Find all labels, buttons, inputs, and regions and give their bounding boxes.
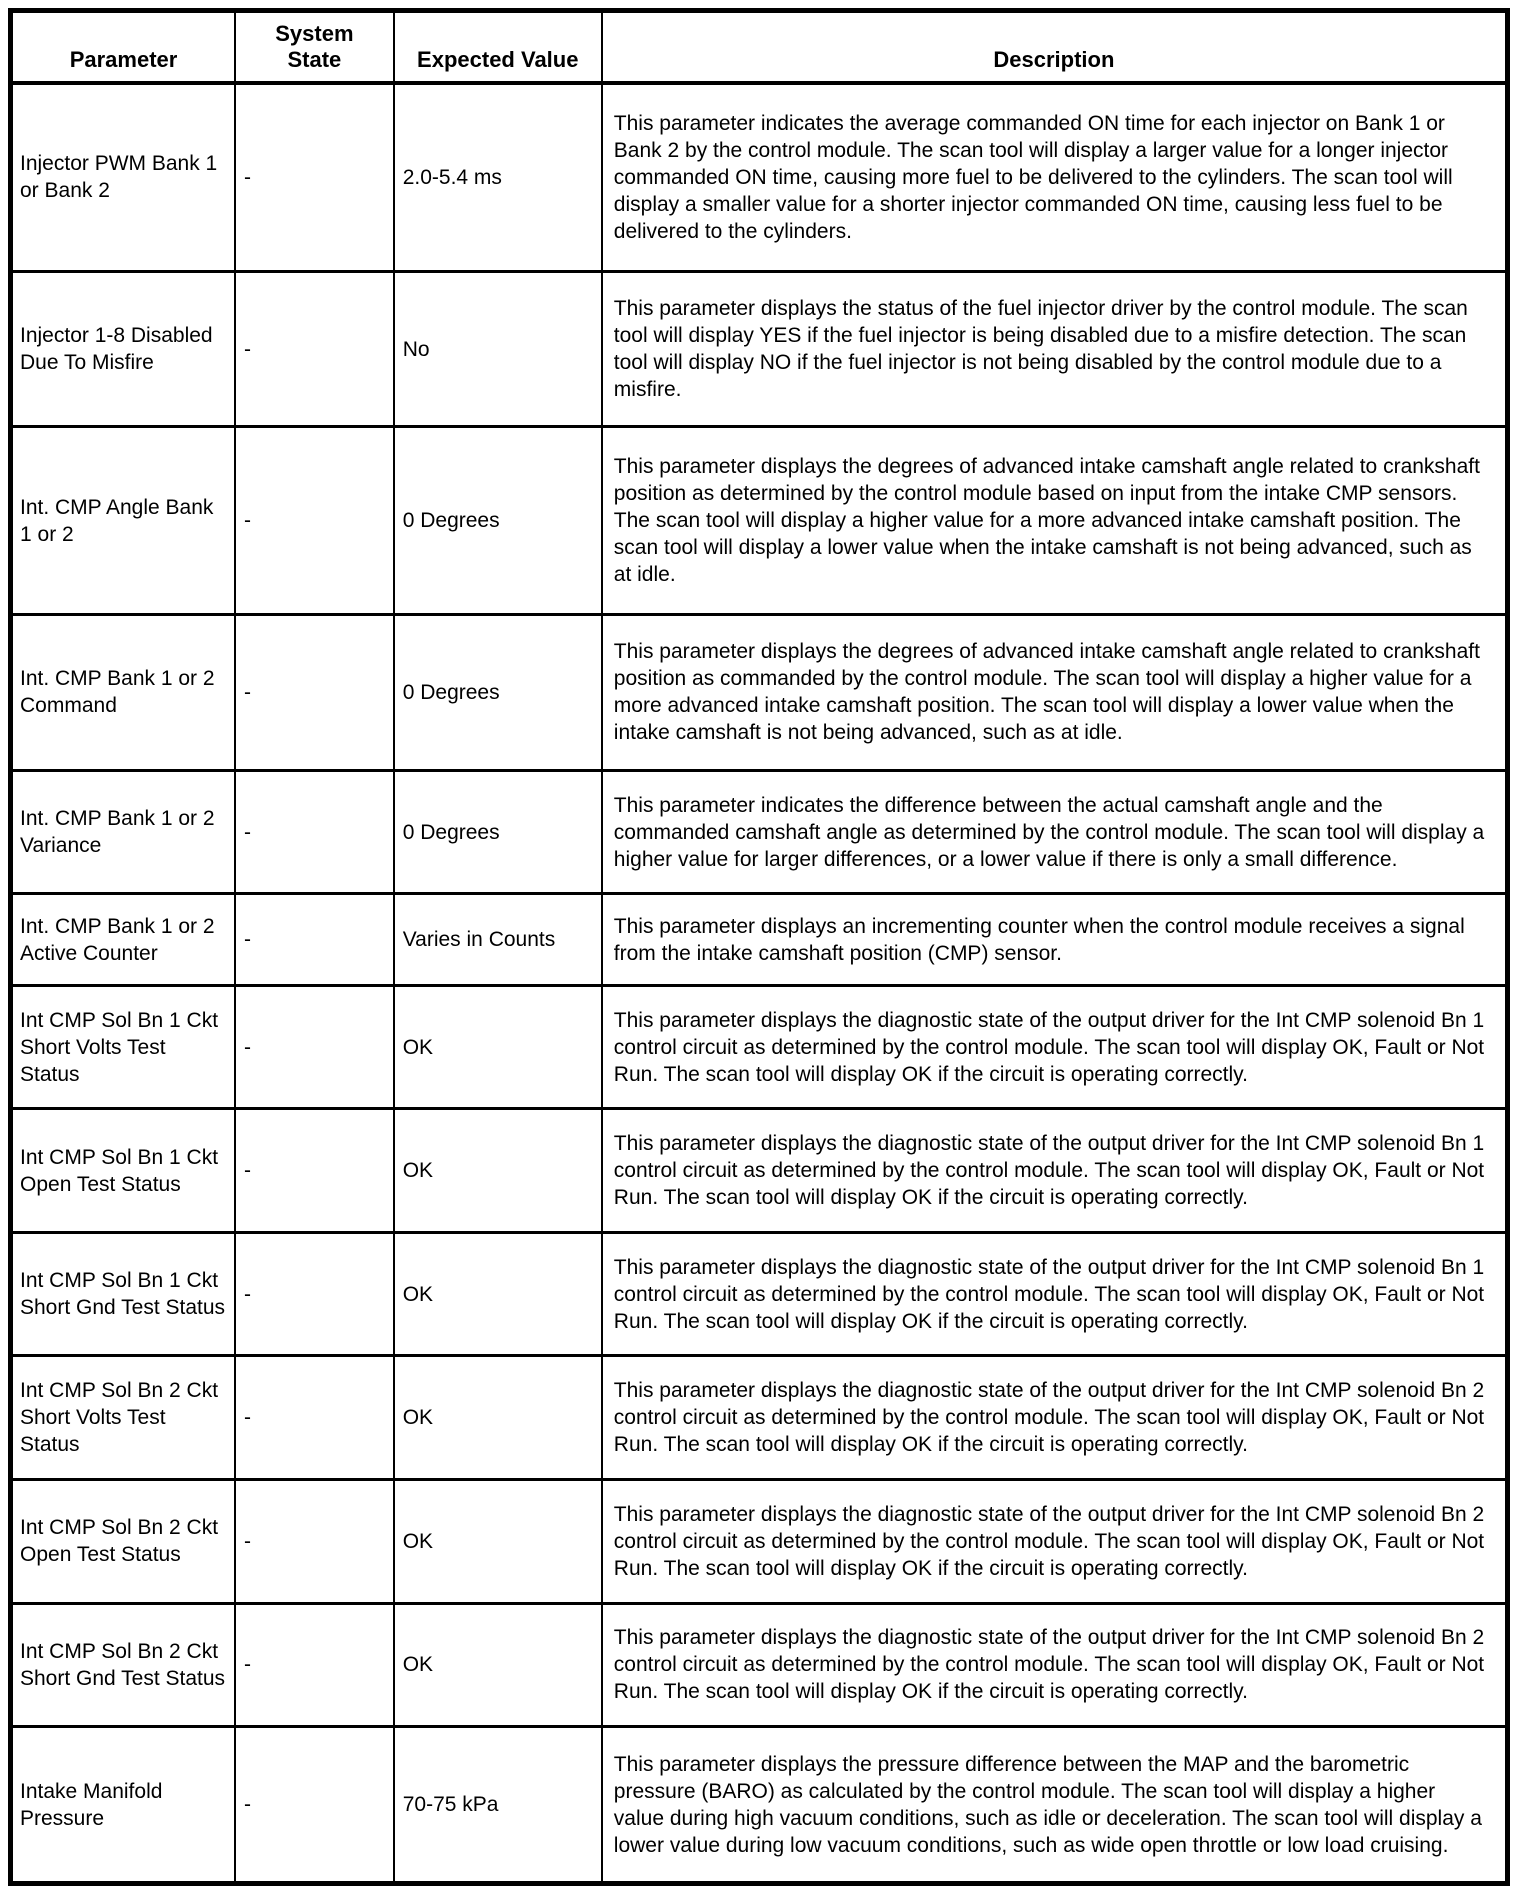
description-cell: This parameter displays the diagnostic state of the output driver for the Int CMP solenoid Bn 1 control circuit as determined by the control module. The scan tool will display OK, Fault or Not Run. The scan tool will display OK if the circuit is operating correctly. bbox=[602, 985, 1508, 1109]
table-row bbox=[11, 271, 1508, 427]
description-cell: This parameter displays the diagnostic state of the output driver for the Int CMP solenoid Bn 1 control circuit as determined by the control module. The scan tool will display OK, Fault or Not Run. The scan tool will display OK if the circuit is operating correctly. bbox=[602, 1109, 1508, 1233]
expected-value-cell: OK bbox=[394, 1232, 602, 1356]
description-cell: This parameter displays the pressure difference between the MAP and the barometric pressure (BARO) as calculated by the control module. The scan tool will display a higher value during high vacuum conditions, such as idle or deceleration. The scan tool will display a lower value during low vacuum conditions, such as wide open throttle or low load cruising. bbox=[602, 1727, 1508, 1884]
description-cell: This parameter displays an incrementing counter when the control module receives a signal from the intake camshaft position (CMP) sensor. bbox=[602, 894, 1508, 985]
description-cell: This parameter displays the diagnostic state of the output driver for the Int CMP solenoid Bn 1 control circuit as determined by the control module. The scan tool will display OK, Fault or Not Run. The scan tool will display OK if the circuit is operating correctly. bbox=[602, 1232, 1508, 1356]
column-header-system-state: System State bbox=[235, 11, 394, 84]
system-state-cell: - bbox=[235, 271, 394, 427]
expected-value-cell: 70-75 kPa bbox=[394, 1727, 602, 1884]
description-cell: This parameter displays the diagnostic state of the output driver for the Int CMP solenoid Bn 2 control circuit as determined by the control module. The scan tool will display OK, Fault or Not Run. The scan tool will display OK if the circuit is operating correctly. bbox=[602, 1356, 1508, 1480]
table-row bbox=[11, 985, 1508, 1109]
system-state-cell: - bbox=[235, 1109, 394, 1233]
description-cell: This parameter displays the degrees of advanced intake camshaft angle related to crankshaft position as determined by the control module based on input from the intake CMP sensors. The scan tool will display a higher value for a more advanced intake camshaft position. The scan tool will display a lower value when the intake camshaft is not being advanced, such as at idle. bbox=[602, 427, 1508, 615]
system-state-cell: - bbox=[235, 1479, 394, 1603]
system-state-cell: - bbox=[235, 1232, 394, 1356]
parameter-cell: Int. CMP Angle Bank 1 or 2 bbox=[11, 427, 236, 615]
expected-value-cell: 0 Degrees bbox=[394, 427, 602, 615]
expected-value-cell: 0 Degrees bbox=[394, 615, 602, 771]
table-row bbox=[11, 427, 1508, 615]
table-row bbox=[11, 615, 1508, 771]
parameter-cell: Int. CMP Bank 1 or 2 Command bbox=[11, 615, 236, 771]
system-state-cell: - bbox=[235, 615, 394, 771]
table-row bbox=[11, 1356, 1508, 1480]
column-header-parameter: Parameter bbox=[11, 11, 236, 84]
expected-value-cell: Varies in Counts bbox=[394, 894, 602, 985]
column-header-description: Description bbox=[602, 11, 1508, 84]
expected-value-cell: 0 Degrees bbox=[394, 770, 602, 894]
table-row bbox=[11, 894, 1508, 985]
system-state-cell: - bbox=[235, 83, 394, 271]
parameter-cell: Int CMP Sol Bn 1 Ckt Short Gnd Test Status bbox=[11, 1232, 236, 1356]
system-state-cell: - bbox=[235, 1727, 394, 1884]
parameter-cell: Int. CMP Bank 1 or 2 Variance bbox=[11, 770, 236, 894]
system-state-cell: - bbox=[235, 894, 394, 985]
expected-value-cell: OK bbox=[394, 1356, 602, 1480]
table-row bbox=[11, 1603, 1508, 1727]
table-header-row bbox=[11, 11, 1508, 84]
expected-value-cell: No bbox=[394, 271, 602, 427]
system-state-cell: - bbox=[235, 1356, 394, 1480]
table-body bbox=[11, 83, 1508, 1884]
parameter-cell: Int CMP Sol Bn 2 Ckt Open Test Status bbox=[11, 1479, 236, 1603]
parameter-cell: Int CMP Sol Bn 2 Ckt Short Gnd Test Status bbox=[11, 1603, 236, 1727]
table-row bbox=[11, 1109, 1508, 1233]
system-state-cell: - bbox=[235, 770, 394, 894]
system-state-cell: - bbox=[235, 985, 394, 1109]
description-cell: This parameter indicates the difference between the actual camshaft angle and the commanded camshaft angle as determined by the control module. The scan tool will display a higher value for larger differences, or a lower value if there is only a small difference. bbox=[602, 770, 1508, 894]
expected-value-cell: OK bbox=[394, 1109, 602, 1233]
parameter-cell: Int CMP Sol Bn 1 Ckt Short Volts Test Status bbox=[11, 985, 236, 1109]
table-row bbox=[11, 1479, 1508, 1603]
description-cell: This parameter displays the degrees of advanced intake camshaft angle related to crankshaft position as commanded by the control module. The scan tool will display a higher value for a more advanced intake camshaft position. The scan tool will display a lower value when the intake camshaft is not being advanced, such as at idle. bbox=[602, 615, 1508, 771]
table-row bbox=[11, 83, 1508, 271]
parameter-cell: Int. CMP Bank 1 or 2 Active Counter bbox=[11, 894, 236, 985]
system-state-cell: - bbox=[235, 1603, 394, 1727]
parameter-cell: Int CMP Sol Bn 1 Ckt Open Test Status bbox=[11, 1109, 236, 1233]
parameter-cell: Injector PWM Bank 1 or Bank 2 bbox=[11, 83, 236, 271]
table-row bbox=[11, 1727, 1508, 1884]
description-cell: This parameter displays the status of the fuel injector driver by the control module. The scan tool will display YES if the fuel injector is being disabled due to a misfire detection. The scan tool will display NO if the fuel injector is not being disabled by the control module due to a misfire. bbox=[602, 271, 1508, 427]
table-row bbox=[11, 770, 1508, 894]
parameter-cell: Intake Manifold Pressure bbox=[11, 1727, 236, 1884]
table-row bbox=[11, 1232, 1508, 1356]
expected-value-cell: OK bbox=[394, 1479, 602, 1603]
scan-tool-parameter-table bbox=[8, 8, 1510, 1886]
description-cell: This parameter displays the diagnostic state of the output driver for the Int CMP solenoid Bn 2 control circuit as determined by the control module. The scan tool will display OK, Fault or Not Run. The scan tool will display OK if the circuit is operating correctly. bbox=[602, 1603, 1508, 1727]
system-state-cell: - bbox=[235, 427, 394, 615]
parameter-cell: Int CMP Sol Bn 2 Ckt Short Volts Test Status bbox=[11, 1356, 236, 1480]
description-cell: This parameter displays the diagnostic state of the output driver for the Int CMP solenoid Bn 2 control circuit as determined by the control module. The scan tool will display OK, Fault or Not Run. The scan tool will display OK if the circuit is operating correctly. bbox=[602, 1479, 1508, 1603]
expected-value-cell: 2.0-5.4 ms bbox=[394, 83, 602, 271]
expected-value-cell: OK bbox=[394, 1603, 602, 1727]
expected-value-cell: OK bbox=[394, 985, 602, 1109]
description-cell: This parameter indicates the average commanded ON time for each injector on Bank 1 or Bank 2 by the control module. The scan tool will display a larger value for a longer injector commanded ON time, causing more fuel to be delivered to the cylinders. The scan tool will display a smaller value for a shorter injector commanded ON time, causing less fuel to be delivered to the cylinders. bbox=[602, 83, 1508, 271]
column-header-expected-value: Expected Value bbox=[394, 11, 602, 84]
parameter-cell: Injector 1-8 Disabled Due To Misfire bbox=[11, 271, 236, 427]
